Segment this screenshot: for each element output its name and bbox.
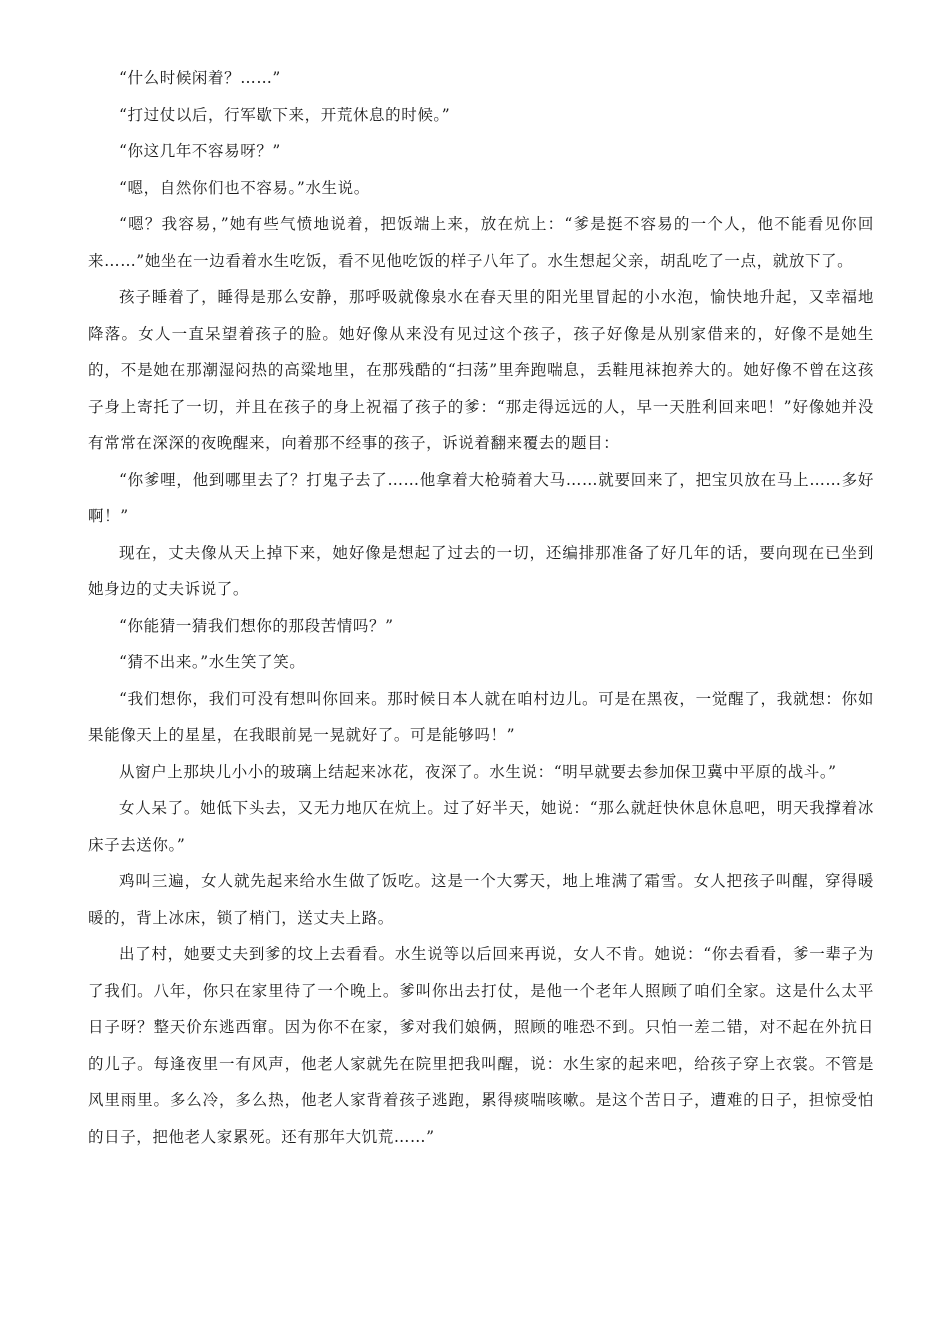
paragraph: “打过仗以后，行军歇下来，开荒休息的时候。”: [119, 105, 451, 124]
paragraph: “你这几年不容易呀？”: [119, 142, 281, 160]
paragraph: “什么时候闲着？……”: [119, 69, 281, 87]
paragraph: “猜不出来。”水生笑了笑。: [119, 653, 306, 671]
paragraph: 女人呆了。她低下头去，又无力地仄在炕上。过了好半天，她说：“那么就赶快休息休息吧，明天我撑着冰床子去送你。”: [88, 799, 874, 854]
paragraph: 鸡叫三遍，女人就先起来给水生做了饭吃。这是一个大雾天，地上堆满了霜雪。女人把孩子叫醒，穿得暖暖的，背上冰床，锁了梢门，送丈夫上路。: [88, 872, 874, 927]
paragraph: “我们想你，我们可没有想叫你回来。那时候日本人就在咱村边儿。可是在黑夜，一觉醒了，我就想：你如果能像天上的星星，在我眼前晃一晃就好了。可是能够吗！”: [88, 689, 874, 744]
paragraph: 出了村，她要丈夫到爹的坟上去看看。水生说等以后回来再说，女人不肯。她说：“你去看看，爹一辈子为了我们。八年，你只在家里待了一个晚上。爹叫你出去打仗，是他一个老年人照顾了咱们全家。这是什么太平日子呀？整天价东逃西窜。因为你不在家，爹对我们娘俩，照顾的唯恐不到。只怕一差二错，对不起在外抗日的儿子。每逢夜里一有风声，他老人家就先在院里把我叫醒，说：水生家的起来吧，给孩子穿上衣裳。不管是风里雨里。多么冷，多么热，他老人家背着孩子逃跑，累得痰喘咳嗽。是这个苦日子，遭难的日子，担惊受怕的日子，把他老人家累死。还有那年大饥荒……”: [88, 945, 874, 1146]
paragraph: 从窗户上那块儿小小的玻璃上结起来冰花，夜深了。水生说：“明早就要去参加保卫冀中平原的战斗。”: [119, 762, 837, 781]
paragraph: “你能猜一猜我们想你的那段苦情吗？”: [119, 616, 394, 635]
paragraph: 孩子睡着了，睡得是那么安静，那呼吸就像泉水在春天里的阳光里冒起的小水泡，愉快地升起，又幸福地降落。女人一直呆望着孩子的脸。她好像从来没有见过这个孩子，孩子好像是从别家借来的，好像不是她生的，不是她在那潮湿闷热的高粱地里，在那残酷的“扫荡”里奔跑喘息，丢鞋甩袜抱养大的。她好像不曾在这孩子身上寄托了一切，并且在孩子的身上祝福了孩子的爹：“那走得远远的人，早一天胜利回来吧！”好像她并没有常常在深深的夜晚醒来，向着那不经事的孩子，诉说着翻来覆去的题目：: [88, 288, 874, 452]
paragraph: “嗯？我容易，”她有些气愤地说着，把饭端上来，放在炕上：“爹是挺不容易的一个人，他不能看见你回来……”她坐在一边看着水生吃饭，看不见他吃饭的样子八年了。水生想起父亲，胡乱吃了一点，就放下了。: [88, 215, 874, 270]
paragraph: 现在，丈夫像从天上掉下来，她好像是想起了过去的一切，还编排那准备了好几年的话，要向现在已坐到她身边的丈夫诉说了。: [88, 543, 874, 598]
paragraph: “嗯，自然你们也不容易。”水生说。: [119, 178, 370, 197]
document-body: [88, 60, 874, 1155]
paragraph: “你爹哩，他到哪里去了？打鬼子去了……他拿着大枪骑着大马……就要回来了，把宝贝放在马上……多好啊！”: [88, 470, 874, 525]
